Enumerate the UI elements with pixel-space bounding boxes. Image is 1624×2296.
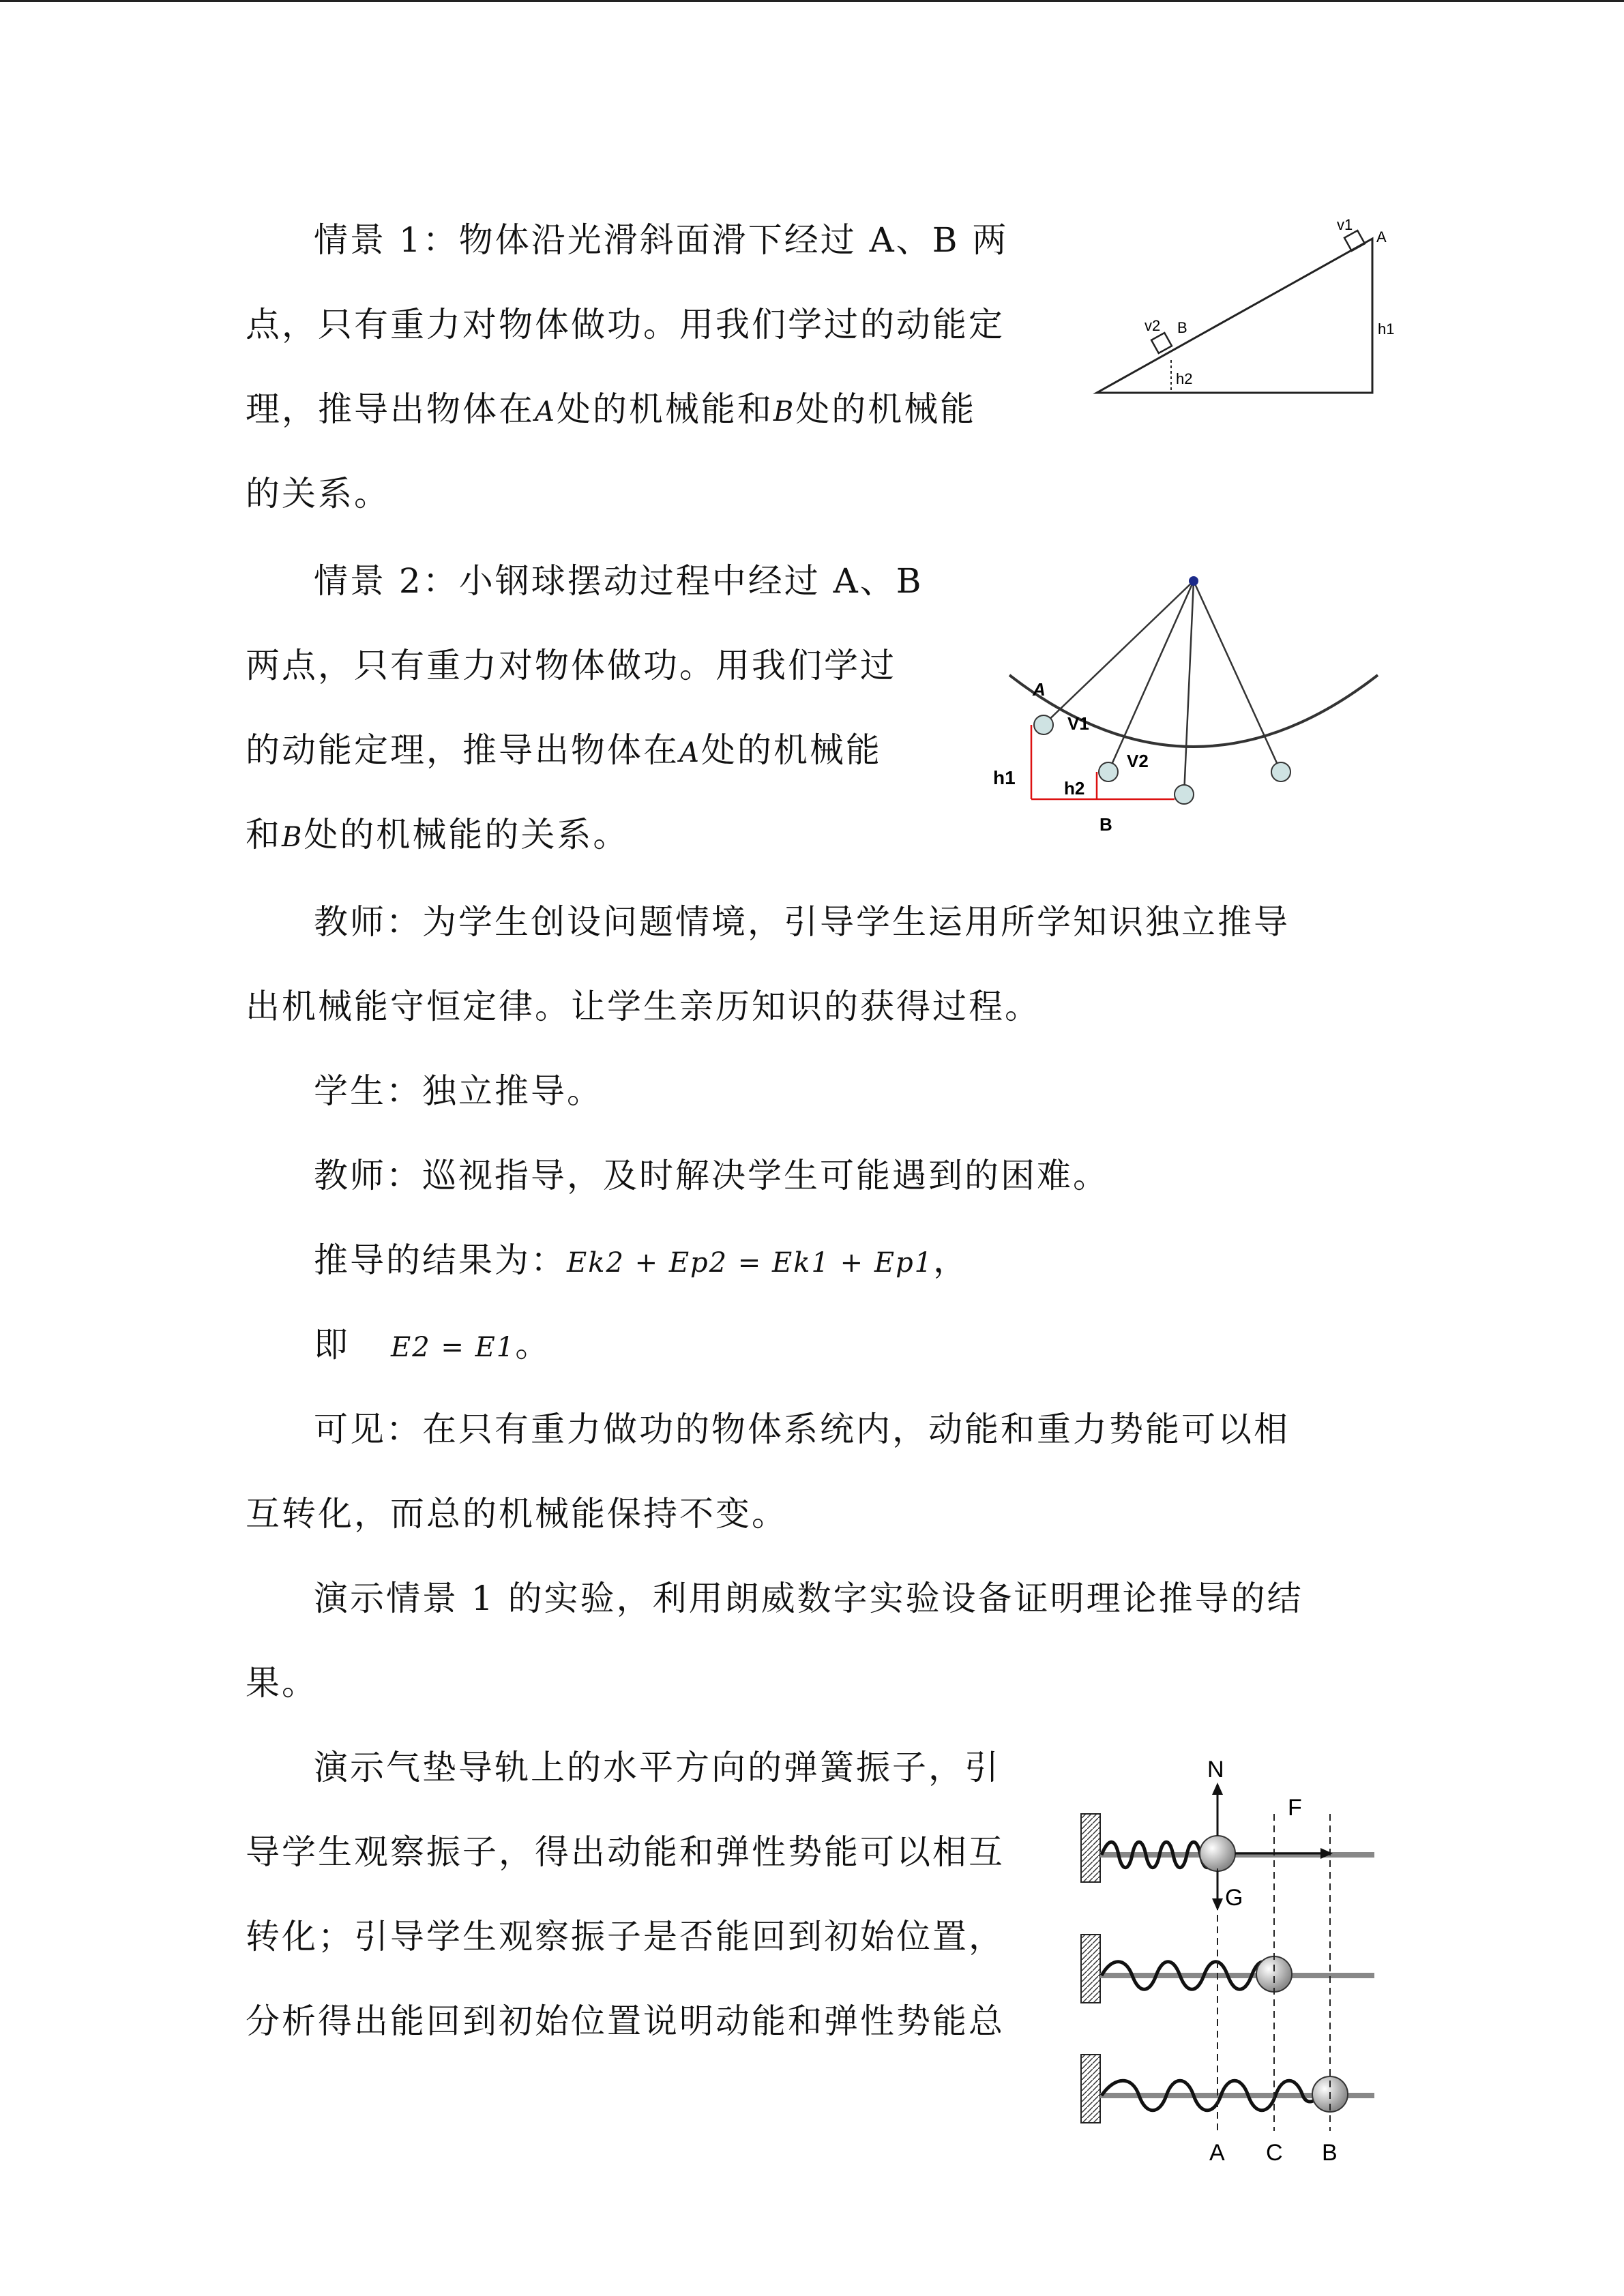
scene2-line3: 的动能定理，推导出物体在A处的机械能 [246, 730, 882, 770]
pendulum-figure [982, 559, 1391, 846]
ball-b [1175, 785, 1194, 804]
formula-total-energy: E2 = E1 [391, 1332, 516, 1363]
scene1-line1: 情景 1：物体沿光滑斜面滑下经过 A、B 两 [314, 220, 1009, 260]
demo2-line4: 分析得出能回到初始位置说明动能和弹性势能总 [246, 2001, 1005, 2041]
formula-energy-equation: Ek2 + Ep2 = Ek1 + Ep1 [567, 1247, 934, 1279]
scene2-line1: 情景 2：小钢球摆动过程中经过 A、B [314, 561, 924, 601]
label-b: B [1177, 319, 1187, 336]
label-b: B [1322, 2140, 1338, 2166]
spring-oscillator-figure [1071, 1753, 1385, 2175]
scene2-line2: 两点，只有重力对物体做功。用我们学过 [246, 646, 896, 685]
label-g: G [1225, 1885, 1243, 1911]
pivot-point [1189, 576, 1198, 586]
incline-triangle [1097, 239, 1372, 393]
scene1-line2: 点，只有重力对物体做功。用我们学过的动能定 [246, 305, 1005, 344]
teacher1-line2: 出机械能守恒定律。让学生亲历知识的获得过程。 [246, 987, 1041, 1026]
label-v2: V2 [1127, 751, 1149, 771]
wall-2 [1081, 1935, 1100, 2003]
demo2-line3: 转化；引导学生观察振子是否能回到初始位置， [246, 1917, 1005, 1956]
gravity-arrowhead [1212, 1898, 1223, 1911]
label-a: A [1209, 2140, 1225, 2166]
label-v2: v2 [1145, 317, 1161, 334]
string-a [1044, 581, 1194, 725]
label-f: F [1288, 1795, 1302, 1821]
student-line: 学生：独立推导。 [314, 1071, 603, 1111]
label-a: A [1033, 679, 1046, 700]
demo2-line2: 导学生观察振子，得出动能和弹性势能可以相互 [246, 1832, 1005, 1872]
label-h2: h2 [1064, 778, 1085, 799]
ie-line: 即 E2 = E1。 [314, 1325, 552, 1365]
ball-right [1271, 762, 1290, 781]
label-a: A [1376, 228, 1387, 245]
demo1-line1: 演示情景 1 的实验，利用朗威数字实验设备证明理论推导的结 [314, 1579, 1303, 1618]
normal-force-arrowhead [1212, 1783, 1223, 1795]
wall-1 [1081, 1814, 1100, 1882]
teacher2-line: 教师：巡视指导，及时解决学生可能遇到的困难。 [314, 1156, 1109, 1195]
block-b [1151, 333, 1172, 353]
demo2-line1: 演示气垫导轨上的水平方向的弹簧振子，引 [314, 1748, 1001, 1787]
label-v1: V1 [1067, 713, 1089, 734]
result-line: 推导的结果为：Ek2 + Ep2 = Ek1 + Ep1， [314, 1240, 970, 1280]
ball-position-a [1200, 1836, 1235, 1871]
label-c: C [1266, 2140, 1283, 2166]
page-top-border [0, 0, 1624, 2]
scene1-line4: 的关系。 [246, 474, 390, 513]
demo1-line2: 果。 [246, 1663, 318, 1703]
ball-v2 [1099, 762, 1118, 781]
incline-figure [1091, 211, 1405, 402]
label-h2: h2 [1176, 370, 1193, 387]
label-h1: h1 [1378, 320, 1395, 338]
scene2-line4: 和B处的机械能的关系。 [246, 815, 630, 854]
wall-3 [1081, 2055, 1100, 2123]
conclusion-line1: 可见：在只有重力做功的物体系统内，动能和重力势能可以相 [314, 1410, 1290, 1449]
teacher1-line1: 教师：为学生创设问题情境，引导学生运用所学知识独立推导 [314, 902, 1290, 942]
scene1-line3: 理，推导出物体在A处的机械能和B处的机械能 [246, 389, 977, 429]
label-n: N [1207, 1757, 1224, 1783]
label-v1: v1 [1337, 216, 1353, 233]
conclusion-line2: 互转化，而总的机械能保持不变。 [246, 1494, 788, 1534]
ball-a [1034, 715, 1053, 734]
string-b [1184, 581, 1194, 794]
label-b: B [1099, 814, 1112, 835]
label-h1: h1 [993, 767, 1016, 788]
swing-arc [1009, 675, 1378, 747]
ball-position-c [1256, 1956, 1292, 1992]
